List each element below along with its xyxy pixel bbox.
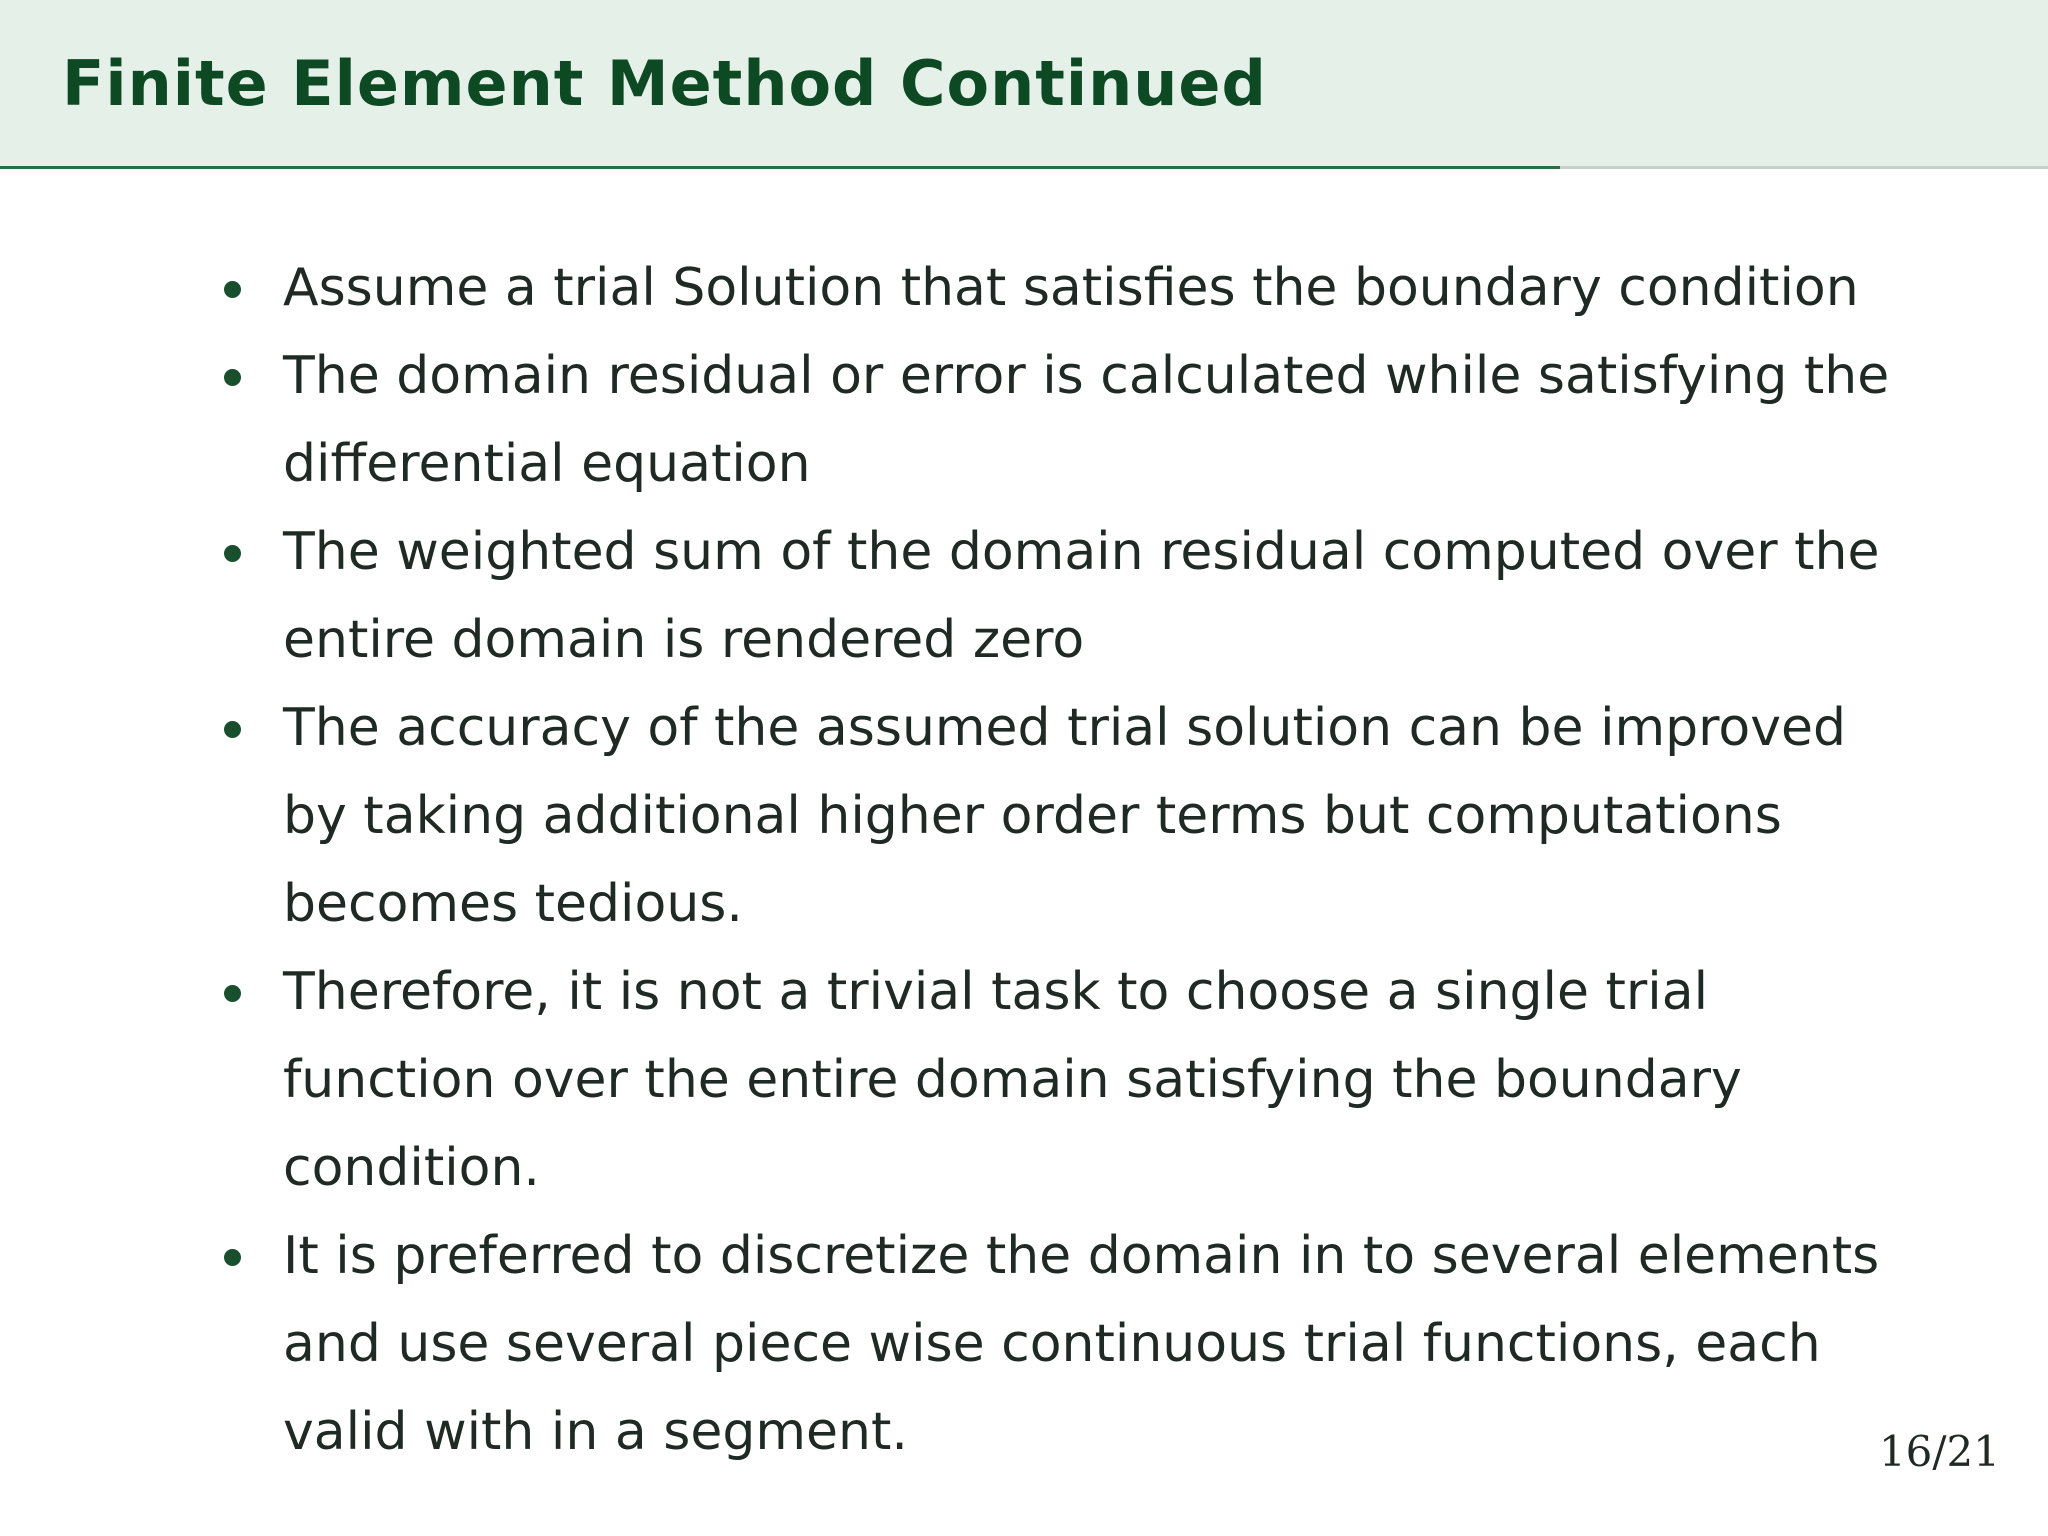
page-number: 16/21 (1878, 1427, 2000, 1476)
bullet-item (220, 948, 1920, 1212)
bullet-item (220, 508, 1920, 684)
bullet-icon (224, 1249, 241, 1266)
bullet-item (220, 1212, 1920, 1476)
bullet-item (220, 684, 1920, 948)
bullet-icon (224, 721, 241, 738)
bullet-icon (224, 545, 241, 562)
bullet-icon (224, 369, 241, 386)
bullet-text: The domain residual or error is calculated while satisfying the differential equation (283, 346, 1890, 494)
bullet-icon (224, 281, 241, 298)
bullet-text: The weighted sum of the domain residual computed over the entire domain is rendered zero (283, 522, 1880, 670)
header-rule-accent (0, 166, 1560, 169)
slide-header (0, 0, 2048, 168)
bullet-list (220, 244, 1920, 1476)
slide-title: Finite Element Method Continued (62, 47, 1267, 120)
bullet-icon (224, 985, 241, 1002)
bullet-text: Therefore, it is not a trivial task to choose a single trial function over the entire domain satisfying the boundary condition. (283, 962, 1742, 1198)
bullet-text: It is preferred to discretize the domain in to several elements and use several piece wise continuous trial functions, each valid with in a segment. (283, 1226, 1880, 1462)
bullet-text: Assume a trial Solution that satisfies the boundary condition (283, 258, 1859, 318)
header-rule-light (1560, 166, 2048, 169)
bullet-text: The accuracy of the assumed trial solution can be improved by taking additional higher order terms but computations becomes tedious. (283, 698, 1846, 934)
bullet-item (220, 332, 1920, 508)
bullet-item (220, 244, 1920, 332)
